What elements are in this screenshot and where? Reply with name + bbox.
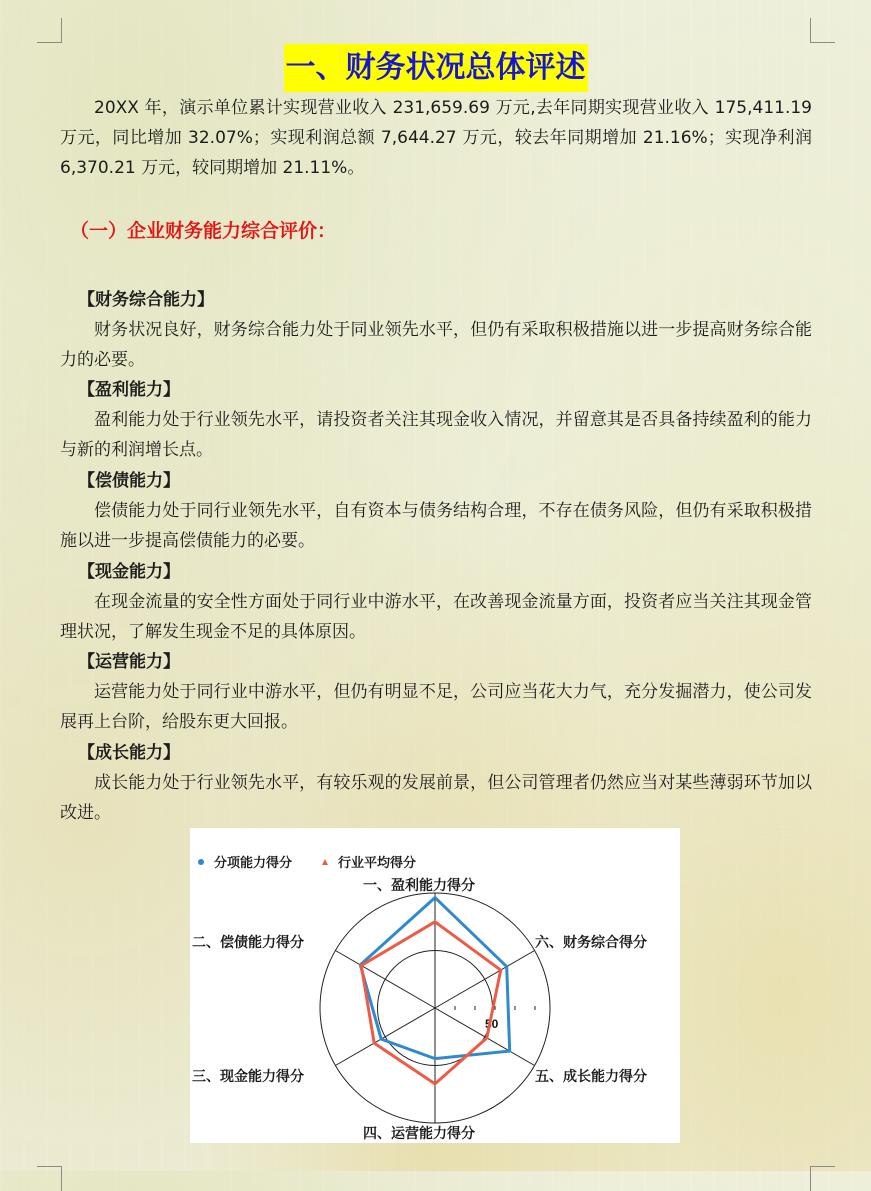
- page-corner-mark: [810, 18, 835, 43]
- axis-label-solvency: 二、偿债能力得分: [192, 935, 304, 951]
- section-text-profitability: 盈利能力处于行业领先水平，请投资者关注其现金收入情况，并留意其是否具备持续盈利的能力与新的利润增长点。: [60, 410, 812, 460]
- page-title: 一、财务状况总体评述: [284, 44, 588, 92]
- section-label-profitability: 【盈利能力】: [78, 380, 180, 400]
- radar-chart: [190, 828, 680, 1143]
- page-corner-mark: [37, 18, 62, 43]
- section-text-financial: 财务状况良好，财务综合能力处于同业领先水平，但仍有采取积极措施以进一步提高财务综合能力的必要。: [60, 320, 812, 370]
- section-label-growth: 【成长能力】: [78, 743, 180, 763]
- section-text-operations: 运营能力处于同行业中游水平，但仍有明显不足，公司应当花大力气，充分发掘潜力，使公司发展再上台阶，给股东更大回报。: [60, 682, 812, 732]
- axis-label-profitability: 一、盈利能力得分: [363, 878, 475, 894]
- axis-label-cash: 三、现金能力得分: [192, 1069, 304, 1085]
- axis-label-growth: 五、成长能力得分: [535, 1069, 647, 1085]
- legend-triangle-icon: [322, 859, 328, 865]
- section-label-financial: 【财务综合能力】: [78, 290, 214, 310]
- page-corner-mark: [810, 1166, 835, 1191]
- section-label-cash: 【现金能力】: [78, 562, 180, 582]
- chart-legend: [195, 852, 416, 871]
- legend-label-company: 分项能力得分: [214, 856, 293, 871]
- legend-circle-icon: [198, 859, 204, 865]
- legend-label-industry: 行业平均得分: [338, 856, 417, 871]
- axis-label-operations: 四、运营能力得分: [363, 1126, 475, 1142]
- section-label-solvency: 【偿债能力】: [78, 471, 180, 491]
- axis-label-financial: 六、财务综合得分: [535, 935, 647, 951]
- section-subheading: （一）企业财务能力综合评价：: [70, 220, 337, 242]
- section-text-cash: 在现金流量的安全性方面处于同行业中游水平，在改善现金流量方面，投资者应当关注其现金管理状况，了解发生现金不足的具体原因。: [60, 592, 812, 642]
- section-text-solvency: 偿债能力处于同行业领先水平，自有资本与债务结构合理，不存在债务风险，但仍有采取积极措施以进一步提高偿债能力的必要。: [60, 501, 812, 551]
- summary-paragraph: 20XX 年，演示单位累计实现营业收入 231,659.69 万元,去年同期实现营业收入 175,411.19 万元，同比增加 32.07%；实现利润总额 7,644.27 万元，较去年同期增加 21.16%；实现净利润 6,370.21 万元，较同期增加 21.11%。: [60, 98, 812, 178]
- section-label-operations: 【运营能力】: [78, 652, 180, 672]
- title-container: [0, 44, 871, 92]
- page-corner-mark: [37, 1166, 62, 1191]
- svg-text:50: 50: [485, 1017, 499, 1031]
- section-text-growth: 成长能力处于行业领先水平，有较乐观的发展前景，但公司管理者仍然应当对某些薄弱环节加以改进。: [60, 773, 812, 823]
